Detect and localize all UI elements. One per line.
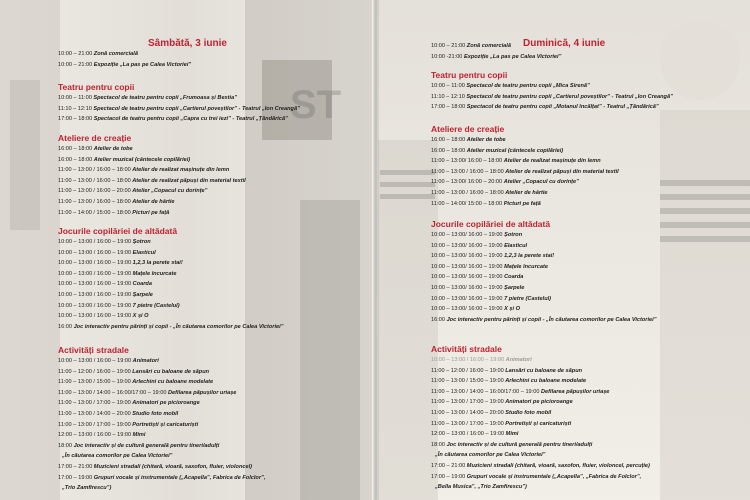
schedule-row: 11:00 – 13:00 / 16:00 – 18:00 Atelier de realizat păpuși din material textil: [58, 177, 246, 184]
schedule-row: 16:00 Joc interactiv pentru părinți și copii - „În căutarea comorilor pe Calea Victoriei”: [431, 316, 657, 323]
schedule-row: 10:00 – 13:00 / 16:00 – 19:00 Animatori: [431, 357, 532, 363]
schedule-row: 18:00 Joc interactiv și de cultură generală pentru tineri/adulți: [58, 442, 220, 449]
section-title: Teatru pentru copii: [431, 70, 508, 80]
schedule-row: 11:00 – 13:00 / 14:00 – 20:00 Studio foto mobil: [431, 409, 552, 416]
schedule-row: 18:00 Joc interactiv și de cultură generală pentru tineri/adulți: [431, 441, 593, 448]
schedule-row: 10:00 – 13:00 / 16:00 – 19:00 Mațele încurcate: [58, 270, 177, 277]
section-workshops: [431, 124, 731, 209]
schedule-row: 17:00 – 18:00 Spectacol de teatru pentru copii „Capra cu trei iezi” - Teatrul „Țăndărică”: [58, 116, 288, 123]
schedule-row: 10:00 – 13:00 / 16:00 – 19:00 Șarpele: [58, 291, 153, 298]
schedule-row: 10:00 – 13:00 / 16:00 – 19:00 1,2,3 la perete stai!: [58, 260, 183, 267]
section-theatre: [431, 70, 731, 113]
schedule-row: 10:00 – 13:00/ 16:00 – 19:00 X și O: [431, 306, 520, 313]
schedule-row: 11:00 – 12:00 / 16:00 – 19:00 Lansări cu baloane de săpun: [58, 368, 210, 375]
schedule-row: 10:00 – 21:00 Zonă comercială: [58, 51, 138, 57]
schedule-row: 11:00 – 13:00 / 16:00 – 20:00 Atelier „Copacul cu dorințe”: [58, 188, 208, 195]
schedule-row: 11:00 – 13:00 / 17:00 – 19:00 Portretiști și caricaturiști: [431, 420, 572, 427]
schedule-row: 10:00 – 13:00 / 16:00 – 19:00 Animatori: [58, 358, 159, 364]
schedule-row: 10:00 – 13:00/ 16:00 – 19:00 Coarda: [431, 274, 524, 281]
schedule-row: 16:00 – 18:00 Atelier de tobe: [58, 146, 133, 152]
day-title: Sâmbătă, 3 iunie: [148, 38, 227, 49]
svg-text:ST: ST: [290, 83, 342, 127]
schedule-row: 16:00 – 18:00 Atelier de tobe: [431, 137, 506, 143]
section-title: Teatru pentru copii: [58, 82, 135, 92]
schedule-row: 10:00 – 13:00 / 16:00 – 19:00 X și O: [58, 313, 149, 320]
schedule-row: 10:00 – 13:00/ 16:00 – 19:00 Șarpele: [431, 284, 525, 291]
schedule-row: 16:00 Joc interactiv pentru părinți și copii - „În căutarea comorilor pe Calea Victoriei”: [58, 323, 284, 330]
schedule-row: 11:00 – 13:00 / 14:00 – 16:00/17:00 – 19:00 Defilarea păpușilor uriașe: [58, 389, 237, 396]
schedule-row: 10:00 – 13:00/ 16:00 – 19:00 Șotron: [431, 232, 523, 238]
section-theatre: [58, 82, 368, 125]
schedule-row: 11:00 – 13:00 / 17:00 – 19:00 Animatori pe picioroange: [58, 400, 200, 407]
schedule-row: 10:00 – 21:00 Expoziție „La pas pe Calea Victoriei”: [58, 61, 192, 68]
section-street: [431, 344, 731, 493]
schedule-row: 17:00 – 19:00 Grupuri vocale și instrumentale („Acapella”, „Fabrica de Folclor”,: [431, 473, 642, 480]
schedule-sunday: [431, 0, 731, 500]
schedule-row: 10:00 – 21:00 Zonă comercială: [431, 43, 511, 49]
schedule-row: 11:00 – 13:00/ 16:00 – 20:00 Atelier „Copacul cu dorințe”: [431, 179, 579, 186]
schedule-row: „În căutarea comorilor pe Calea Victoriei”: [435, 452, 546, 459]
section-workshops: [58, 133, 368, 218]
schedule-row: 12:00 – 13:00 / 16:00 – 19:00 Mimi: [58, 432, 146, 439]
schedule-saturday: [58, 0, 368, 500]
schedule-row: 11:00 – 13:00 / 16:00 – 18:00 Atelier de hârtie: [58, 198, 175, 205]
section-games: [58, 226, 368, 332]
schedule-row: 11:00 – 14:00 / 15:00 – 18:00 Picturi pe față: [58, 209, 170, 216]
schedule-row: 11:00 – 13:00 / 16:00 – 18:00 Atelier de hârtie: [431, 189, 548, 196]
schedule-row: 11:00 – 13:00 / 14:00 – 20:00 Studio foto mobil: [58, 410, 179, 417]
schedule-row: 17:00 – 18:00 Spectacol de teatru pentru copii „Motanul încălțat” - Teatrul „Țăndărică”: [431, 104, 659, 111]
page-fold: [373, 0, 379, 500]
schedule-row: 10:00 – 13:00 / 16:00 – 19:00 Elasticul: [58, 249, 156, 256]
schedule-row: 10:00 – 13:00/ 16:00 – 19:00 Mațele încurcate: [431, 263, 548, 270]
schedule-row: 11:10 – 12:10 Spectacol de teatru pentru copii „Cartierul poveștilor” - Teatrul „Ion Creangă”: [431, 93, 673, 100]
section-title: Activități stradale: [431, 344, 502, 354]
schedule-row: „Trio Zamfirescu”): [62, 485, 112, 492]
section-games: [431, 219, 731, 325]
schedule-row: 16:00 – 18:00 Atelier muzical (cântecele copilăriei): [431, 147, 564, 154]
schedule-row: 11:00 – 13:00/ 16:00 – 18:00 Atelier de realizat mașinuțe din lemn: [431, 158, 601, 165]
section-title: Ateliere de creație: [58, 133, 132, 143]
schedule-row: 17:00 – 21:00 Muzicieni stradali (chitară, vioară, saxofon, fluier, violoncel, percuție): [431, 462, 650, 469]
section-title: Activități stradale: [58, 345, 129, 355]
schedule-row: 11:00 – 13:00 / 15:00 – 19:00 Arlechini cu baloane modelate: [431, 378, 587, 385]
schedule-row: 11:00 – 14:00/ 15:00 – 18:00 Picturi pe față: [431, 200, 541, 207]
schedule-row: 11:00 – 13:00 / 16:00 – 18:00 Atelier de realizat mașinuțe din lemn: [58, 167, 230, 174]
schedule-row: „În căutarea comorilor pe Calea Victoriei”: [62, 453, 173, 460]
schedule-row: 11:10 – 12:10 Spectacol de teatru pentru copii „Cartierul poveștilor” - Teatrul „Ion Creangă”: [58, 105, 300, 112]
schedule-row: 10:00 – 11:00 Spectacol de teatru pentru copii „Mica Sirenă”: [431, 83, 590, 89]
schedule-row: 11:00 – 13:00 / 17:00 – 19:00 Portretiști și caricaturiști: [58, 421, 199, 428]
schedule-row: 10:00 – 13:00 / 16:00 – 19:00 Coarda: [58, 281, 152, 288]
schedule-row: 11:00 – 12:00 / 16:00 – 19:00 Lansări cu baloane de săpun: [431, 367, 583, 374]
schedule-row: 10:00 – 11:00 Spectacol de teatru pentru copii „Frumoasa și Bestia”: [58, 95, 237, 101]
day-title: Duminică, 4 iunie: [523, 38, 606, 49]
schedule-row: 10:00 – 13:00 / 16:00 – 19:00 7 pietre (Castelul): [58, 302, 180, 309]
schedule-row: 10:00 – 13:00/ 16:00 – 19:00 Elasticul: [431, 242, 528, 249]
schedule-row: 11:00 – 13:00 / 14:00 – 16:00/17:00 – 19:00 Defilarea păpușilor uriașe: [431, 388, 610, 395]
schedule-row: 10:00 -21:00 Expoziție „La pas pe Calea Victoriei”: [431, 53, 562, 60]
section-street: [58, 345, 368, 494]
section-title: Ateliere de creație: [431, 124, 505, 134]
section-title: Jocurile copilăriei de altădată: [58, 226, 178, 236]
section-title: Jocurile copilăriei de altădată: [431, 219, 551, 229]
schedule-row: 11:00 – 13:00 / 17:00 – 19:00 Animatori pe picioroange: [431, 399, 573, 406]
schedule-row: 12:00 – 13:00 / 16:00 – 19:00 Mimi: [431, 431, 519, 438]
schedule-row: 10:00 – 13:00/ 16:00 – 19:00 7 pietre (Castelul): [431, 295, 552, 302]
schedule-row: 10:00 – 13:00 / 16:00 – 19:00 Șotron: [58, 239, 151, 245]
schedule-row: 11:00 – 13:00 / 16:00 – 18:00 Atelier de realizat păpuși din material textil: [431, 168, 619, 175]
schedule-row: 16:00 – 18:00 Atelier muzical (cântecele copilăriei): [58, 156, 191, 163]
schedule-row: 17:00 – 19:00 Grupuri vocale și instrumentale („Acapella”, Fabrica de Folclor”,: [58, 474, 266, 481]
intro-block: [58, 49, 368, 70]
schedule-row: „Bella Musica”, „Trio Zamfirescu”): [435, 484, 527, 491]
schedule-row: 11:00 – 13:00 / 15:00 – 19:00 Arlechini cu baloane modelate: [58, 379, 214, 386]
schedule-row: 17:00 – 21:00 Muzicieni stradali (chitară, vioară, saxofon, fluier, violoncel): [58, 463, 253, 470]
intro-block: [431, 41, 731, 62]
schedule-row: 10:00 – 13:00/ 16:00 – 19:00 1,2,3 la perete stai!: [431, 253, 555, 260]
